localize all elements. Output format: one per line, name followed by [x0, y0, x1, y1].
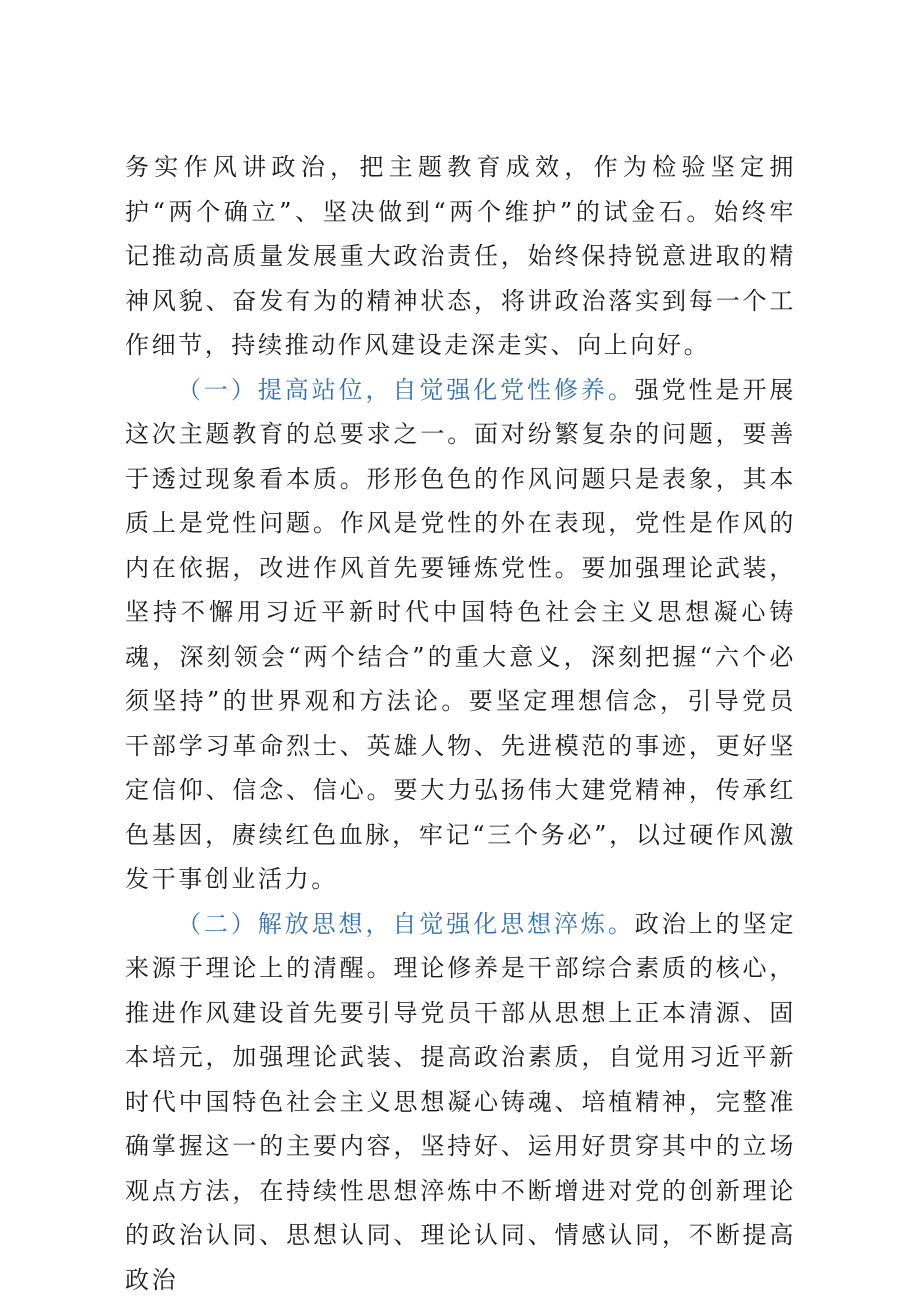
paragraph-body: 务实作风讲政治，把主题教育成效，作为检验坚定拥护“两个确立”、坚决做到“两个维护”的试金石。始终牢记推动高质量发展重大政治责任，始终保持锐意进取的精神风貌、奋发有为的精神状态，将讲政治落实到每一个工作细节，持续推动作风建设走深走实、向上向好。: [125, 153, 796, 359]
paragraph-body: 强党性是开展这次主题教育的总要求之一。面对纷繁复杂的问题，要善于透过现象看本质。形形色色的作风问题只是表象，其本质上是党性问题。作风是党性的外在表现，党性是作风的内在依据，改进作风首先要锤炼党性。要加强理论武装，坚持不懈用习近平新时代中国特色社会主义思想凝心铸魂，深刻领会“两个结合”的重大意义，深刻把握“六个必须坚持”的世界观和方法论。要坚定理想信念，引导党员干部学习革命烈士、英雄人物、先进模范的事迹，更好坚定信仰、信念、信心。要大力弘扬伟大建党精神，传承红色基因，赓续红色血脉，牢记“三个务必”，以过硬作风激发干事创业活力。: [125, 376, 796, 894]
paragraph-continuation: [125, 145, 796, 368]
section-heading-2: （二）解放思想，自觉强化思想淬炼。: [177, 910, 635, 938]
document-page: [125, 145, 796, 1302]
paragraph-section-1: [125, 368, 796, 902]
paragraph-body: 政治上的坚定来源于理论上的清醒。理论修养是干部综合素质的核心，推进作风建设首先要引导党员干部从思想上正本清源、固本培元，加强理论武装、提高政治素质，自觉用习近平新时代中国特色社会主义思想凝心铸魂、培植精神，完整准确掌握这一的主要内容，坚持好、运用好贯穿其中的立场观点方法，在持续性思想淬炼中不断增进对党的创新理论的政治认同、思想认同、理论认同、情感认同，不断提高政治: [125, 910, 796, 1294]
paragraph-section-2: [125, 902, 796, 1302]
section-heading-1: （一）提高站位，自觉强化党性修养。: [177, 376, 635, 404]
